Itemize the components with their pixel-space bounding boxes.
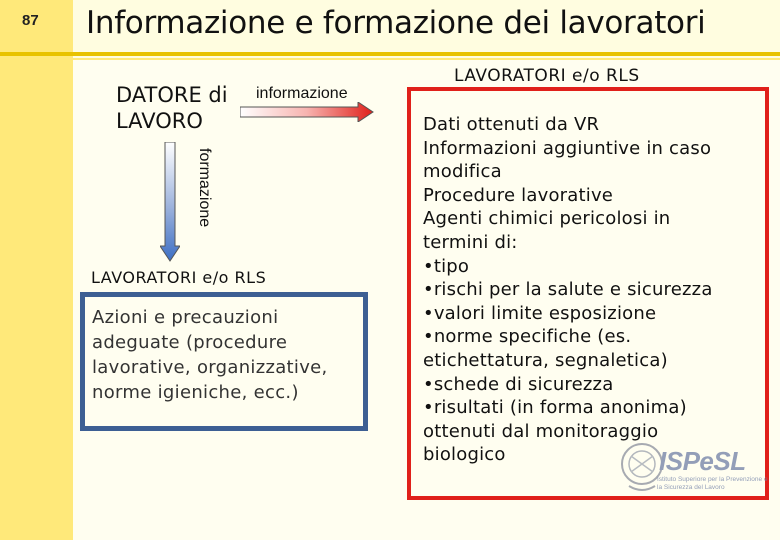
left-panel-box [80,292,368,431]
left-panel-line: Azioni e precauzioni [92,307,279,328]
employer-label-line1: DATORE di [116,83,228,107]
ispesl-logo [617,432,767,504]
left-panel-line: adeguate (procedure [92,332,288,353]
left-panel-line: lavorative, organizzative, [92,357,328,378]
right-panel-line: biologico [423,444,506,466]
right-panel-bullet: •schede di sicurezza [423,373,614,395]
right-panel-title: LAVORATORI e/o RLS [454,66,640,86]
right-panel-line: termini di: [423,231,518,253]
information-arrow [240,102,374,122]
right-panel-bullet: •tipo [423,255,470,277]
training-arrow [160,142,180,262]
right-panel-bullet: •risultati (in forma anonima) [423,397,687,419]
title-underline [0,52,780,56]
right-panel-bullet: •norme specifiche (es. [423,326,632,348]
left-panel-title: LAVORATORI e/o RLS [91,268,267,287]
right-panel-line: modifica [423,161,502,183]
right-panel-line: Dati ottenuti da VR [423,114,600,135]
right-panel-line: Procedure lavorative [423,184,614,206]
logo-subtext: Istituto Superiore per la Prevenzione e la Sicurezza del Lavoro [657,476,768,491]
title-underline-secondary [0,58,780,60]
logo-wordmark: ISPeSL [659,446,746,476]
right-panel-line: Informazioni aggiuntive in caso [423,137,712,159]
training-label: formazione [196,148,213,228]
employer-label-line2: LAVORO [116,109,203,133]
page-number: 87 [22,12,39,29]
right-panel-line: Agenti chimici pericolosi in [423,208,671,230]
right-panel-bullet: •rischi per la salute e sicurezza [423,279,713,301]
right-panel-line: ottenuti dal monitoraggio [423,420,659,442]
right-panel-line: etichettatura, segnaletica) [423,349,668,371]
employer-label [116,82,228,134]
information-label: informazione [256,85,348,102]
left-band [0,0,73,540]
slide-title: Informazione e formazione dei lavoratori [86,5,706,41]
left-panel-line: norme igieniche, ecc.) [92,382,299,403]
right-panel-bullet: •valori limite esposizione [423,302,657,324]
